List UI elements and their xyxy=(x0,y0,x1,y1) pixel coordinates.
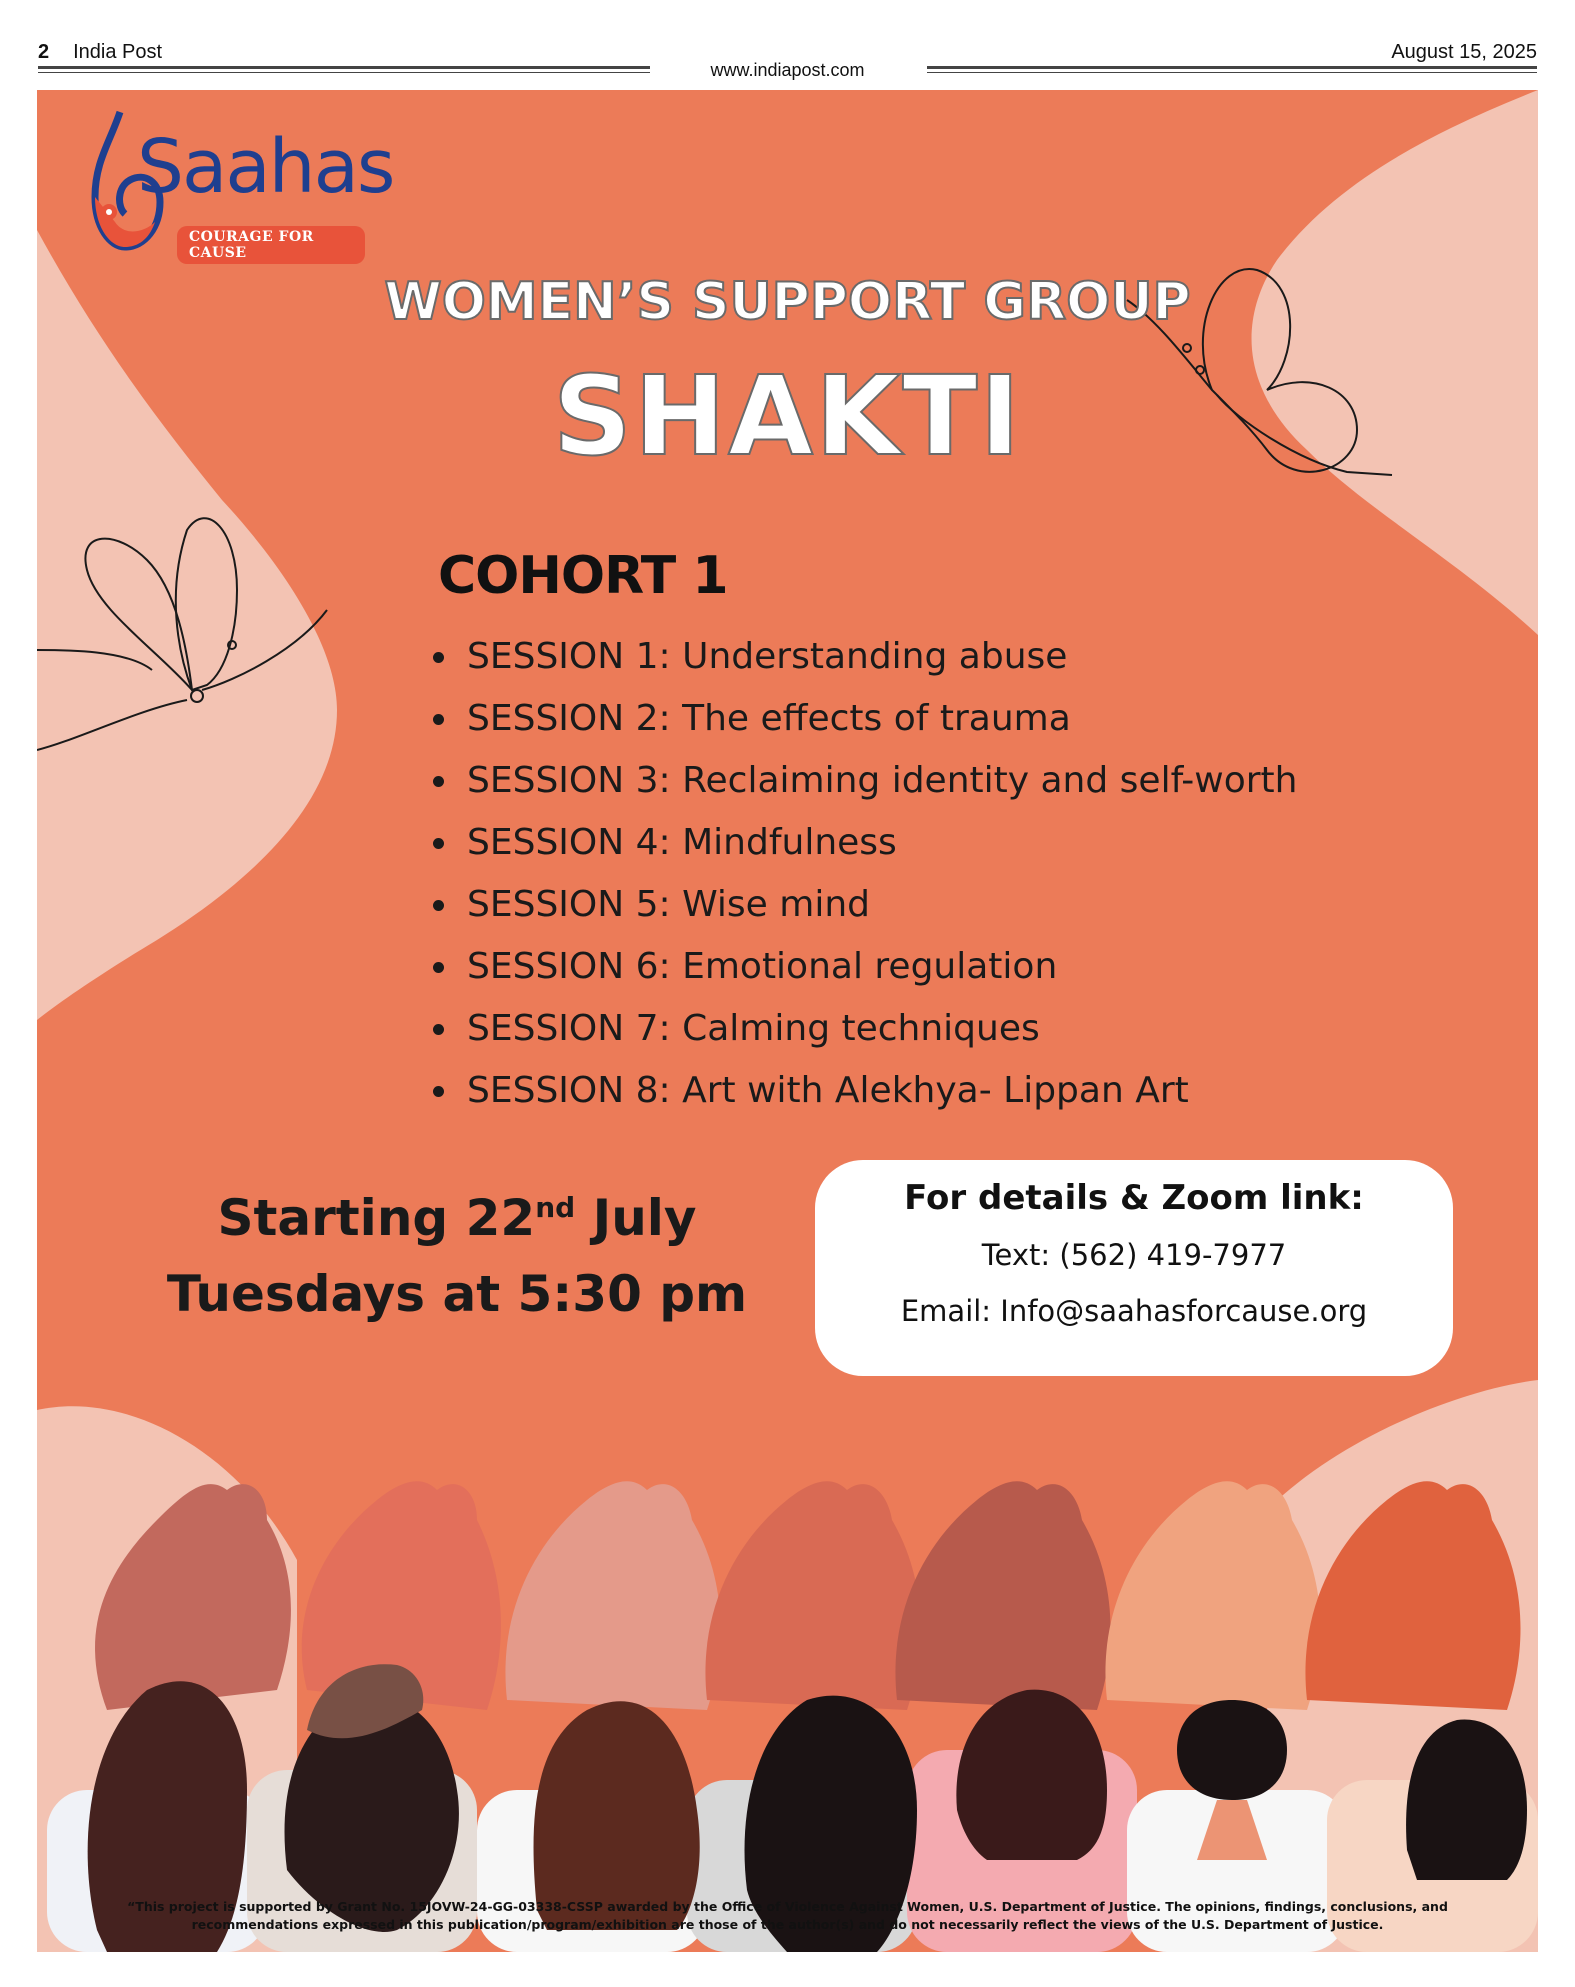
contact-email[interactable]: Email: Info@saahasforcause.org xyxy=(900,1294,1368,1328)
flyer-title: WOMEN’S SUPPORT GROUP xyxy=(384,272,1191,332)
website-url[interactable]: www.indiapost.com xyxy=(710,60,865,80)
page-number: 2 xyxy=(38,41,50,63)
issue-date: August 15, 2025 xyxy=(1391,41,1537,63)
start-date: Starting 22nd July xyxy=(217,1189,697,1247)
contact-heading: For details & Zoom link: xyxy=(904,1178,1364,1218)
session-item: SESSION 5: Wise mind xyxy=(427,874,1297,936)
saahas-logo xyxy=(65,102,394,261)
session-item: SESSION 7: Calming techniques xyxy=(427,998,1297,1060)
contact-box xyxy=(815,1160,1453,1376)
start-info xyxy=(157,1180,757,1332)
publication-name: India Post xyxy=(73,41,163,63)
logo-wordmark: Saahas xyxy=(137,124,394,210)
logo-tagline: COURAGE FOR CAUSE xyxy=(177,226,365,264)
session-list xyxy=(427,626,1297,1122)
session-item: SESSION 8: Art with Alekhya- Lippan Art xyxy=(427,1060,1297,1122)
schedule: Tuesdays at 5:30 pm xyxy=(166,1265,748,1323)
session-item: SESSION 4: Mindfulness xyxy=(427,812,1297,874)
program-name: SHAKTI xyxy=(552,352,1023,480)
session-item: SESSION 3: Reclaiming identity and self-worth xyxy=(427,750,1297,812)
flyer xyxy=(37,90,1538,1952)
contact-phone[interactable]: Text: (562) 419-7977 xyxy=(981,1238,1287,1272)
header-rule-right xyxy=(927,66,1537,73)
header-rule-left xyxy=(38,66,650,73)
session-item: SESSION 6: Emotional regulation xyxy=(427,936,1297,998)
cohort-heading: COHORT 1 xyxy=(438,546,728,606)
session-item: SESSION 1: Understanding abuse xyxy=(427,626,1297,688)
session-item: SESSION 2: The effects of trauma xyxy=(427,688,1297,750)
grant-disclaimer: “This project is supported by Grant No. 15JOVW-24-GG-03338-CSSP awarded by the Office of Violence Against Women, U.S. Department of Justice. The opinions, findings, conclusions, and recommendations expressed in this publication/program/exhibition are those of the author(s) and do not necessarily reflect the views of the U.S. Department of Justice. xyxy=(127,1899,1448,1932)
